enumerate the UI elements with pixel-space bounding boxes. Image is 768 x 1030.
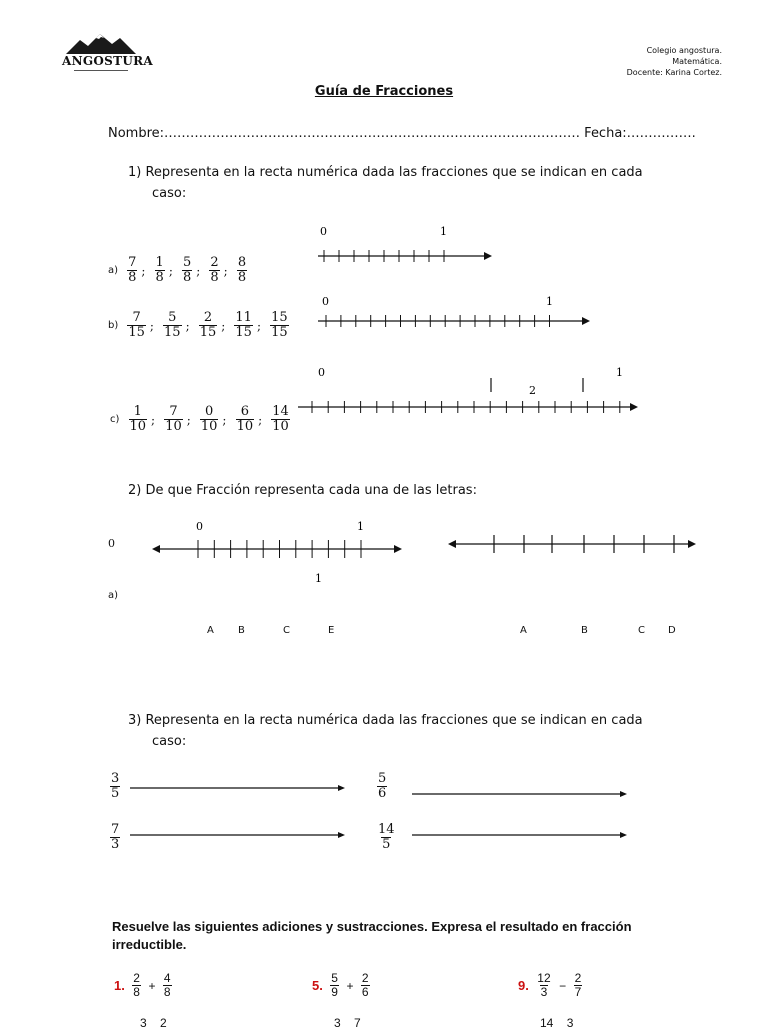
exercise-partial-1: 3 2 — [140, 1016, 167, 1030]
q2-line1-start-label: 0 — [196, 520, 203, 533]
fraction: $\frac{7}{10}$ — [165, 404, 182, 434]
q3-instructions: 3) Representa en la recta numérica dada las fracciones que se indican en cada caso: — [128, 713, 643, 749]
q1-instructions: 1) Representa en la recta numérica dada las fracciones que se indican en cada caso: — [128, 165, 643, 201]
arrow-head-icon — [688, 540, 696, 548]
q2-line1-below-label: 1 — [315, 572, 322, 585]
fraction: $\frac{11}{15}$ — [235, 310, 252, 340]
exercise-1: 1. $\frac{2}{8}$ + $\frac{4}{8}$ — [114, 971, 171, 999]
exercise-partial-2: 3 7 — [334, 1016, 361, 1030]
q2-zero-label: 0 — [108, 537, 115, 550]
school-name: Colegio angostura. — [646, 46, 722, 55]
q3-fraction-2: $\frac{5}{6}$ — [378, 771, 387, 801]
line-c-mid-label: 2 — [529, 384, 536, 397]
q1-a-fractions: a) $\frac{7}{8}$ ; $\frac{1}{8}$ ; $\frac{5}{8}$ ; $\frac{2}{8}$ ; $\frac{8}{8}$ — [108, 255, 247, 285]
line-b-start-label: 0 — [322, 295, 329, 308]
q3-fraction-1: $\frac{3}{5}$ — [111, 771, 120, 801]
line-c-end-label: 1 — [616, 366, 623, 379]
letter-a-right: A — [520, 625, 527, 636]
q2-a-label: a) — [108, 590, 119, 601]
fraction: $\frac{8}{8}$ — [237, 255, 247, 285]
q3-fraction-3: $\frac{7}{3}$ — [111, 822, 120, 852]
arrow-head-icon — [394, 545, 402, 553]
line-c-start-label: 0 — [318, 366, 325, 379]
teacher-name: Docente: Karina Cortez. — [626, 68, 722, 77]
letter-e-left: E — [328, 625, 335, 636]
q3-lines — [130, 788, 620, 835]
q3-fraction-4: $\frac{14}{5}$ — [378, 822, 395, 852]
number-line-a — [318, 225, 492, 262]
exercise-9: 9. $\frac{12}{3}$ − $\frac{2}{7}$ — [518, 971, 582, 999]
q2-number-line-2 — [448, 535, 696, 553]
fraction: $\frac{7}{8}$ — [128, 255, 137, 285]
logo-text: ANGOSTURA — [62, 54, 154, 68]
exercise-partial-3: 14 3 — [540, 1016, 574, 1030]
line-b-end-label: 1 — [546, 295, 553, 308]
exercise-5: 5. $\frac{5}{9}$ + $\frac{2}{6}$ — [312, 971, 369, 999]
fecha-field: Fecha:……………. — [584, 126, 696, 141]
arrow-head-icon — [152, 545, 160, 553]
q2-instructions: 2) De que Fracción representa cada una de las letras: — [128, 483, 477, 498]
number-line-b — [318, 295, 590, 327]
q1-c-fractions: c) $\frac{1}{10}$ ; $\frac{7}{10}$ ; $\frac{0}{10}$ ; $\frac{6}{10}$ ; $\frac{14}{10}$ — [110, 404, 289, 434]
fraction: $\frac{2}{15}$ — [199, 310, 217, 340]
fraction: $\frac{14}{10}$ — [272, 404, 289, 434]
arrow-head-icon — [630, 403, 638, 411]
q1-b-fractions: b) $\frac{7}{15}$ ; $\frac{5}{15}$ ; $\frac{2}{15}$ ; $\frac{11}{15}$ ; $\frac{15}{15}$ — [108, 310, 288, 340]
q2-number-line-1 — [152, 520, 402, 585]
line-a-start-label: 0 — [320, 225, 327, 238]
fraction: $\frac{6}{10}$ — [236, 404, 254, 434]
subject-name: Matemática. — [672, 57, 722, 66]
q2-line1-end-label: 1 — [357, 520, 364, 533]
fraction: $\frac{5}{8}$ — [182, 255, 192, 285]
nombre-field: Nombre:…………………………………………………………………………………… — [108, 126, 581, 141]
fraction: $\frac{1}{10}$ — [129, 404, 147, 434]
arrow-head-icon — [484, 252, 492, 260]
fraction: $\frac{5}{15}$ — [164, 310, 181, 340]
letter-a-left: A — [207, 625, 214, 636]
arrow-head-icon — [582, 317, 590, 325]
fraction: $\frac{7}{15}$ — [128, 310, 145, 340]
fraction: $\frac{2}{8}$ — [210, 255, 219, 285]
fraction: $\frac{1}{8}$ — [155, 255, 164, 285]
page-title: Guía de Fracciones — [314, 84, 454, 99]
exercises-title: Resuelve las siguientes adiciones y sustracciones. Expresa el resultado en fracción irreductible. — [112, 919, 632, 952]
fraction: $\frac{15}{15}$ — [271, 310, 288, 340]
letter-d-right: D — [668, 625, 676, 636]
letter-b-left: B — [238, 625, 245, 636]
letter-b-right: B — [581, 625, 588, 636]
letter-c-right: C — [638, 625, 645, 636]
line-a-end-label: 1 — [440, 225, 447, 238]
fraction: $\frac{0}{10}$ — [200, 404, 218, 434]
number-line-c — [298, 366, 638, 413]
arrow-head-icon — [448, 540, 456, 548]
letter-c-left: C — [283, 625, 290, 636]
